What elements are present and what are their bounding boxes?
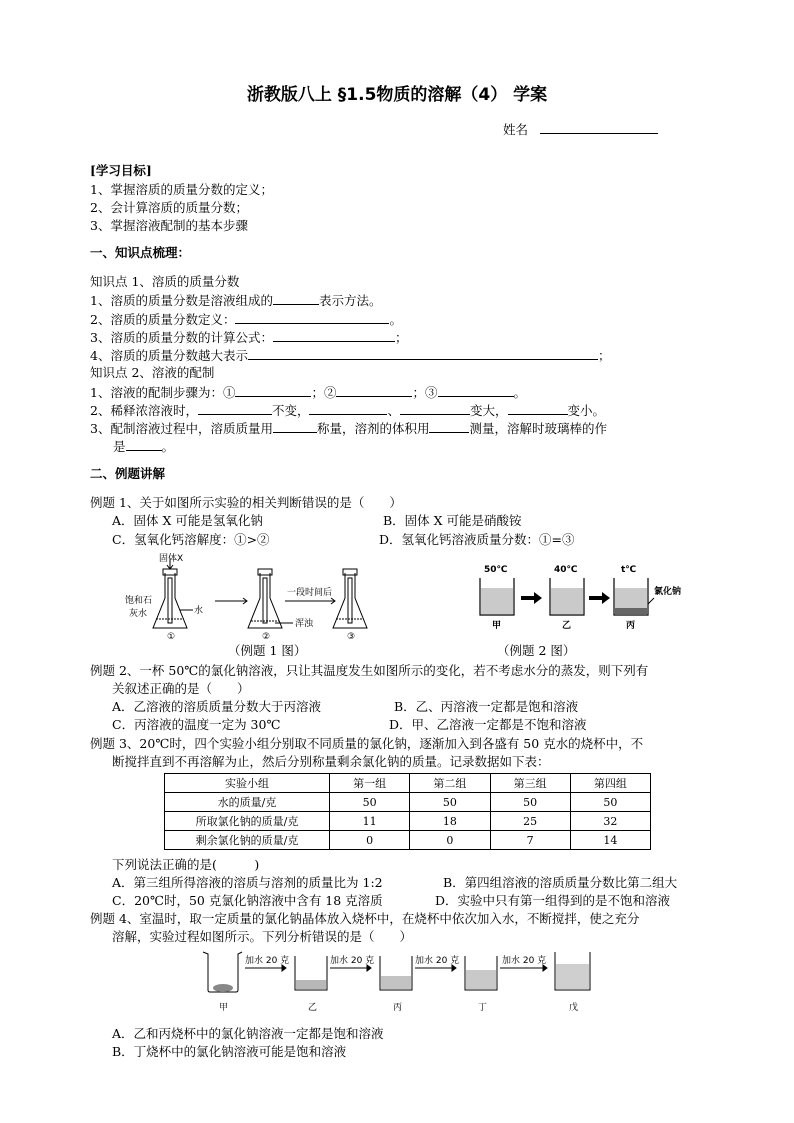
ex1-option-c[interactable]: C．氢氧化钙溶解度：①>②	[112, 532, 270, 547]
data-table	[164, 773, 651, 850]
goal-item: 3、掌握溶液配制的基本步骤	[90, 218, 248, 233]
name-label: 姓名	[503, 122, 529, 137]
svg-text:水: 水	[194, 606, 204, 616]
ex2-option-d[interactable]: D．甲、乙溶液一定都是不饱和溶液	[389, 717, 587, 732]
figure-4-beakers	[200, 946, 600, 1018]
blank[interactable]	[248, 346, 598, 360]
svg-text:甲: 甲	[492, 621, 502, 631]
ex3-option-b[interactable]: B．第四组溶液的溶质质量分数比第二组大	[443, 875, 678, 890]
svg-text:乙: 乙	[562, 621, 572, 631]
kp1-title: 知识点 1、溶质的质量分数	[90, 274, 240, 289]
ex1-option-d[interactable]: D．氢氧化钙溶液质量分数：①=③	[379, 532, 575, 547]
ex3-stem-cont: 断搅拌直到不再溶解为止，然后分别称量剩余氯化钠的质量。记录数据如下表：	[112, 754, 550, 769]
ex2-option-c[interactable]: C．丙溶液的温度一定为 30℃	[112, 717, 281, 732]
blank[interactable]	[235, 310, 389, 324]
ex3-stem: 例题 3、20℃时，四个实验小组分别取不同质量的氯化钠，逐渐加入到各盛有 50 克水的烧杯中，不	[90, 736, 644, 751]
ex2-stem-cont: 关叙述正确的是（ ）	[112, 681, 250, 696]
svg-text:氯化钠: 氯化钠	[654, 587, 682, 597]
figure-2-beakers	[468, 560, 708, 640]
solid-x-label: 固体X	[159, 554, 184, 564]
svg-text:加水 20 克: 加水 20 克	[415, 956, 460, 966]
ex1-option-b[interactable]: B．固体 X 可能是硝酸铵	[383, 513, 522, 528]
svg-text:戊: 戊	[569, 1003, 579, 1013]
blank[interactable]	[400, 401, 470, 415]
svg-text:③: ③	[347, 632, 356, 642]
table-row: 水的质量/克 50 50 50 50	[165, 793, 651, 812]
svg-text:40℃: 40℃	[554, 565, 578, 575]
figure-1-caption: （例题 1 图）	[228, 643, 307, 658]
ex2-option-b[interactable]: B．乙、丙溶液一定都是饱和溶液	[394, 699, 579, 714]
svg-text:饱和石: 饱和石	[125, 596, 153, 606]
ex1-stem: 例题 1、关于如图所示实验的相关判断错误的是（ ）	[90, 495, 402, 510]
kp1-item-1: 1、溶质的质量分数是溶液组成的 表示方法。	[90, 293, 382, 308]
blank[interactable]	[508, 401, 568, 415]
blank[interactable]	[273, 328, 395, 342]
name-blank[interactable]	[540, 120, 658, 134]
ex4-option-b[interactable]: B．丁烧杯中的氯化钠溶液可能是饱和溶液	[112, 1044, 347, 1059]
svg-text:加水 20 克: 加水 20 克	[245, 956, 290, 966]
goals-heading: [学习目标]	[90, 163, 152, 178]
ex3-option-c[interactable]: C．20℃时，50 克氯化钠溶液中含有 18 克溶质	[112, 893, 383, 908]
ex4-stem-cont: 溶解，实验过程如图所示。下列分析错误的是（ ）	[112, 929, 413, 944]
blank[interactable]	[273, 291, 319, 305]
blank[interactable]	[235, 383, 311, 397]
table-header-row: 实验小组 第一组 第二组 第三组 第四组	[165, 774, 651, 793]
table-row: 剩余氯化钠的质量/克 0 0 7 14	[165, 831, 651, 850]
svg-text:②: ②	[262, 632, 271, 642]
blank[interactable]	[309, 401, 387, 415]
svg-text:加水 20 克: 加水 20 克	[502, 956, 547, 966]
svg-text:50℃: 50℃	[484, 565, 508, 575]
page-title: 浙教版八上 §1.5物质的溶解（4） 学案	[246, 85, 548, 105]
kp2-item-3-cont: 是 。	[113, 439, 175, 454]
svg-text:灰水: 灰水	[129, 609, 148, 619]
ex3-question: 下列说法正确的是( )	[112, 857, 260, 872]
figure-1-flasks	[125, 553, 375, 643]
figure-2-caption: （例题 2 图）	[497, 643, 576, 658]
svg-text:①: ①	[167, 632, 176, 642]
svg-text:加水 20 克: 加水 20 克	[330, 956, 375, 966]
ex1-option-a[interactable]: A．固体 X 可能是氢氧化钠	[112, 513, 263, 528]
ex4-stem: 例题 4、室温时，取一定质量的氯化钠晶体放入烧杯中，在烧杯中依次加入水，不断搅拌，使之充分	[90, 911, 640, 926]
svg-text:t℃: t℃	[621, 565, 637, 575]
kp2-item-2: 2、稀释浓溶液时， 不变， 、 变大， 变小。	[90, 403, 606, 418]
svg-text:一段时间后: 一段时间后	[287, 588, 333, 598]
kp2-item-1: 1、溶液的配制步骤为：① ；② ；③ 。	[90, 385, 527, 400]
svg-text:丙: 丙	[393, 1003, 403, 1013]
blank[interactable]	[438, 383, 514, 397]
kp2-item-3: 3、配制溶液过程中，溶质质量用 称量，溶剂的体积用 测量，溶解时玻璃棒的作	[90, 421, 607, 436]
svg-text:浑浊: 浑浊	[295, 619, 314, 629]
table-row: 所取氯化钠的质量/克 11 18 25 32	[165, 812, 651, 831]
kp1-item-2: 2、溶质的质量分数定义： 。	[90, 312, 402, 327]
svg-text:乙: 乙	[308, 1003, 318, 1013]
svg-text:丙: 丙	[626, 621, 636, 631]
blank[interactable]	[198, 401, 272, 415]
blank[interactable]	[273, 419, 317, 433]
name-field[interactable]	[503, 120, 658, 139]
kp1-item-3: 3、溶质的质量分数的计算公式： ；	[90, 330, 408, 345]
svg-text:丁: 丁	[478, 1003, 488, 1013]
ex3-option-d[interactable]: D．实验中只有第一组得到的是不饱和溶液	[435, 893, 671, 908]
section-examples-heading: 二、例题讲解	[90, 466, 166, 481]
ex4-option-a[interactable]: A．乙和丙烧杯中的氯化钠溶液一定都是饱和溶液	[112, 1026, 384, 1041]
ex2-stem: 例题 2、一杯 50℃的氯化钠溶液，只让其温度发生如图所示的变化，若不考虑水分的蒸发，则下列有	[90, 663, 649, 678]
blank[interactable]	[126, 437, 162, 451]
kp1-item-4: 4、溶质的质量分数越大表示 ；	[90, 348, 611, 363]
svg-text:甲: 甲	[219, 1003, 229, 1013]
goal-item: 2、会计算溶质的质量分数；	[90, 200, 248, 215]
section-knowledge-heading: 一、知识点梳理：	[90, 245, 191, 260]
goal-item: 1、掌握溶质的质量分数的定义；	[90, 182, 273, 197]
ex3-option-a[interactable]: A．第三组所得溶液的溶质与溶剂的质量比为 1:2	[112, 875, 383, 890]
blank[interactable]	[429, 419, 469, 433]
blank[interactable]	[336, 383, 412, 397]
ex2-option-a[interactable]: A．乙溶液的溶质质量分数大于丙溶液	[112, 699, 322, 714]
kp2-title: 知识点 2、溶液的配制	[90, 365, 215, 380]
